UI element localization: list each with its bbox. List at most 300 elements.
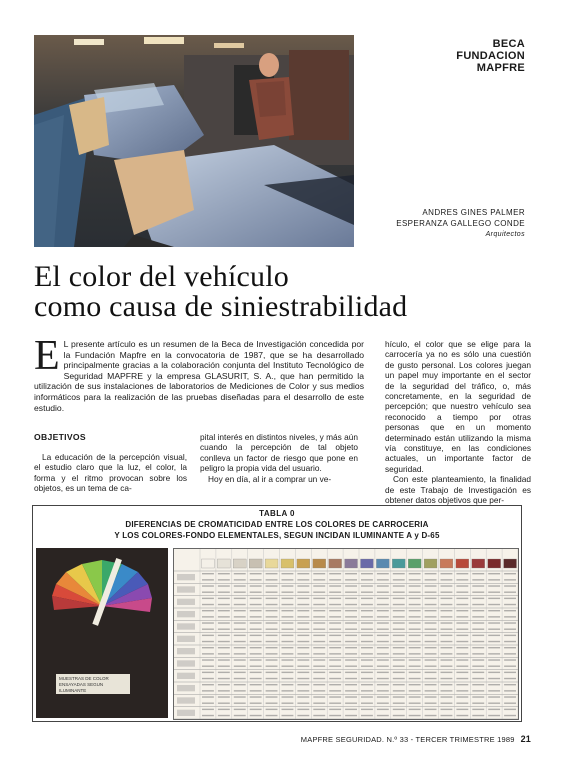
- header-color-swatch: [345, 559, 358, 568]
- table-cell-value: [297, 579, 309, 580]
- table-cell-value: [361, 647, 373, 648]
- header-color-swatch: [281, 559, 294, 568]
- table-cell-value: [202, 592, 214, 593]
- table-cell-value: [377, 696, 389, 697]
- table-cell-value: [441, 703, 453, 704]
- intro-text: L presente artículo es un resumen de la Beca de Investigación concedida por la Fundación Mapfre en la convocatoria de 1987, que se ha desarrollado principalmente gracias a la colaboración conjunta del Instituto Tecnológico de Seguridad MAPFRE y la empresa GLASURIT, S. A., que han permitido la utilización de sus instalaciones de laboratorios de Mediciones de Color y sus medios informáticos para la realización de las pruebas diseñadas para el desarrollo de este estudio.: [34, 339, 364, 413]
- header-color-swatch: [376, 559, 389, 568]
- table-cell-value: [441, 647, 453, 648]
- table-cell-value: [441, 616, 453, 617]
- table-cell-value: [202, 622, 214, 623]
- table-cell-value: [456, 666, 468, 667]
- table-cell-value: [488, 653, 500, 654]
- table-cell-value: [345, 709, 357, 710]
- table-cell-value: [250, 635, 262, 636]
- table-cell-value: [345, 585, 357, 586]
- table-cell-value: [409, 690, 421, 691]
- table-cell-value: [472, 678, 484, 679]
- table-cell-value: [409, 666, 421, 667]
- table-cell-value: [504, 635, 516, 636]
- table-cell-value: [202, 573, 214, 574]
- swatch-label-line-1: MUESTRAS DE COLOR: [59, 676, 109, 681]
- col2-paragraph-2: Hoy en día, al ir a comprar un ve-: [208, 473, 332, 484]
- table-cell-value: [409, 709, 421, 710]
- table-cell-value: [425, 659, 437, 660]
- table-cell-value: [282, 672, 294, 673]
- table-cell-value: [202, 703, 214, 704]
- table-cell-value: [472, 598, 484, 599]
- table-cell-value: [504, 666, 516, 667]
- table-cell-value: [488, 684, 500, 685]
- table-row-label: [177, 574, 195, 580]
- table-cell-value: [393, 610, 405, 611]
- table-cell-value: [393, 585, 405, 586]
- table-cell-value: [234, 610, 246, 611]
- table-cell-value: [329, 585, 341, 586]
- table-cell-value: [393, 629, 405, 630]
- table-cell-value: [393, 573, 405, 574]
- table-cell-value: [202, 585, 214, 586]
- table-cell-value: [250, 690, 262, 691]
- table-cell-value: [234, 696, 246, 697]
- table-cell-value: [297, 598, 309, 599]
- table-cell-value: [297, 629, 309, 630]
- table-cell-value: [472, 666, 484, 667]
- table-cell-value: [282, 696, 294, 697]
- table-cell-value: [202, 690, 214, 691]
- table-cell-value: [282, 684, 294, 685]
- table-cell-value: [297, 653, 309, 654]
- table-cell-value: [409, 610, 421, 611]
- table-cell-value: [234, 629, 246, 630]
- table-cell-value: [441, 678, 453, 679]
- table-cell-value: [456, 629, 468, 630]
- table-cell-value: [488, 709, 500, 710]
- table-cell-value: [218, 585, 230, 586]
- table-cell-value: [393, 690, 405, 691]
- table-cell-value: [234, 703, 246, 704]
- table-cell-value: [361, 610, 373, 611]
- table-cell-value: [393, 684, 405, 685]
- table-cell-value: [409, 647, 421, 648]
- table-cell-value: [393, 709, 405, 710]
- table-cell-value: [504, 647, 516, 648]
- table-cell-value: [504, 592, 516, 593]
- table-cell-value: [393, 653, 405, 654]
- table-cell-value: [218, 715, 230, 716]
- table-cell-value: [329, 592, 341, 593]
- table-cell-value: [282, 622, 294, 623]
- table-cell-value: [409, 653, 421, 654]
- table-cell-value: [393, 647, 405, 648]
- table-cell-value: [234, 585, 246, 586]
- table-cell-value: [234, 659, 246, 660]
- table-cell-value: [488, 659, 500, 660]
- authors-block: [396, 207, 525, 240]
- table-cell-value: [472, 703, 484, 704]
- table-cell-value: [425, 647, 437, 648]
- table-row-label: [177, 636, 195, 642]
- table-cell-value: [329, 684, 341, 685]
- table-cell-value: [345, 659, 357, 660]
- table-cell-value: [361, 703, 373, 704]
- col2-paragraph-1: pital interés en distintos niveles, y más aún cuando la percepción de tal objeto conlleva un factor de riesgo que pone en peligro la propia vida del usuario.: [200, 432, 358, 474]
- table-cell-value: [361, 604, 373, 605]
- table-cell-value: [250, 647, 262, 648]
- table-cell-value: [456, 715, 468, 716]
- table-cell-value: [218, 598, 230, 599]
- table-cell-value: [297, 604, 309, 605]
- car-painting-photo: [34, 35, 354, 247]
- table-cell-value: [234, 598, 246, 599]
- table-cell-value: [441, 635, 453, 636]
- table-cell-value: [377, 684, 389, 685]
- table-cell-value: [472, 579, 484, 580]
- author-name-2: ESPERANZA GALLEGO CONDE: [396, 219, 525, 228]
- table-cell-value: [345, 647, 357, 648]
- table-cell-value: [488, 641, 500, 642]
- table-cell-value: [218, 696, 230, 697]
- table-cell-value: [313, 690, 325, 691]
- table-cell-value: [297, 641, 309, 642]
- table-cell-value: [202, 709, 214, 710]
- table-cell-value: [393, 678, 405, 679]
- table-cell-value: [345, 579, 357, 580]
- author-name-1: ANDRES GINES PALMER: [422, 208, 525, 217]
- table-cell-value: [504, 604, 516, 605]
- table-cell-value: [425, 666, 437, 667]
- drop-cap: E: [34, 333, 60, 379]
- table-cell-value: [250, 616, 262, 617]
- table-cell-value: [218, 622, 230, 623]
- table-cell-value: [361, 622, 373, 623]
- table-cell-value: [441, 684, 453, 685]
- table-cell-value: [218, 647, 230, 648]
- col3-paragraph-2: Con este planteamiento, la finalidad de este Trabajo de Investigación es obtener datos objetivos que per-: [385, 474, 531, 506]
- table-cell-value: [361, 573, 373, 574]
- objetivos-heading: OBJETIVOS: [34, 432, 86, 442]
- table-cell-value: [250, 684, 262, 685]
- beca-line-1: BECA: [492, 38, 525, 50]
- table-cell-value: [361, 579, 373, 580]
- table-cell-value: [345, 629, 357, 630]
- table-cell-value: [409, 598, 421, 599]
- table-cell-value: [282, 641, 294, 642]
- table-cell-value: [297, 622, 309, 623]
- table-cell-value: [472, 610, 484, 611]
- table-cell-value: [409, 573, 421, 574]
- table-cell-value: [218, 641, 230, 642]
- table-cell-value: [234, 641, 246, 642]
- table-cell-value: [488, 579, 500, 580]
- table-row-label: [177, 599, 195, 605]
- table-cell-value: [504, 678, 516, 679]
- table-cell-value: [377, 598, 389, 599]
- table-cell-value: [329, 696, 341, 697]
- table-cell-value: [345, 653, 357, 654]
- table-cell-value: [202, 629, 214, 630]
- table-cell-value: [456, 678, 468, 679]
- table-cell-value: [393, 696, 405, 697]
- header-color-swatch: [440, 559, 453, 568]
- table-cell-value: [488, 635, 500, 636]
- table-cell-value: [202, 684, 214, 685]
- page-footer: [301, 734, 531, 744]
- column-1: [34, 452, 187, 494]
- table-cell-value: [202, 579, 214, 580]
- table-cell-value: [393, 659, 405, 660]
- table-cell-value: [218, 684, 230, 685]
- table-cell-value: [313, 659, 325, 660]
- table-grid-svg: [174, 549, 518, 719]
- beca-line-2: FUNDACION: [456, 50, 525, 62]
- intro-paragraph: [34, 333, 364, 413]
- table-cell-value: [313, 592, 325, 593]
- table-cell-value: [313, 703, 325, 704]
- table-cell-value: [488, 666, 500, 667]
- table-cell-value: [313, 579, 325, 580]
- table-cell-value: [329, 616, 341, 617]
- table-cell-value: [393, 641, 405, 642]
- table-cell-value: [250, 622, 262, 623]
- table-cell-value: [218, 579, 230, 580]
- header-color-swatch: [472, 559, 485, 568]
- table-cell-value: [409, 622, 421, 623]
- table-cell-value: [202, 666, 214, 667]
- table-cell-value: [488, 592, 500, 593]
- column-3: [385, 339, 531, 506]
- table-cell-value: [345, 684, 357, 685]
- header-color-swatch: [504, 559, 517, 568]
- table-cell-value: [313, 715, 325, 716]
- table-cell-value: [425, 678, 437, 679]
- table-cell-value: [393, 622, 405, 623]
- table-cell-value: [504, 622, 516, 623]
- table-cell-value: [488, 703, 500, 704]
- table-cell-value: [313, 604, 325, 605]
- table-cell-value: [266, 672, 278, 673]
- table-cell-value: [234, 573, 246, 574]
- table-cell-value: [297, 684, 309, 685]
- table-cell-value: [425, 585, 437, 586]
- table-cell-value: [345, 672, 357, 673]
- table-cell-value: [441, 579, 453, 580]
- table-cell-value: [202, 659, 214, 660]
- table-cell-value: [218, 616, 230, 617]
- table-cell-value: [266, 659, 278, 660]
- table-cell-value: [472, 690, 484, 691]
- table-cell-value: [361, 598, 373, 599]
- table-cell-value: [282, 703, 294, 704]
- table-cell-value: [313, 635, 325, 636]
- table-cell-value: [329, 678, 341, 679]
- table-row-label: [177, 660, 195, 666]
- table-cell-value: [441, 622, 453, 623]
- table-cell-value: [377, 672, 389, 673]
- table-cell-value: [266, 592, 278, 593]
- table-cell-value: [282, 715, 294, 716]
- table-cell-value: [250, 604, 262, 605]
- table-cell-value: [441, 598, 453, 599]
- table-cell-value: [393, 666, 405, 667]
- table-cell-value: [234, 715, 246, 716]
- table-cell-value: [441, 672, 453, 673]
- table-cell-value: [266, 715, 278, 716]
- table-cell-value: [456, 610, 468, 611]
- table-cell-value: [361, 696, 373, 697]
- table-cell-value: [409, 592, 421, 593]
- table-cell-value: [472, 616, 484, 617]
- header-color-swatch: [249, 559, 262, 568]
- table-cell-value: [234, 653, 246, 654]
- table-cell-value: [504, 703, 516, 704]
- table-cell-value: [266, 604, 278, 605]
- table-cell-value: [345, 610, 357, 611]
- table-cell-value: [297, 647, 309, 648]
- table-cell-value: [425, 622, 437, 623]
- table-cell-value: [329, 703, 341, 704]
- table-cell-value: [202, 641, 214, 642]
- table-cell-value: [313, 666, 325, 667]
- table-cell-value: [266, 666, 278, 667]
- table-cell-value: [361, 592, 373, 593]
- table-cell-value: [234, 672, 246, 673]
- table-cell-value: [441, 592, 453, 593]
- table-cell-value: [472, 653, 484, 654]
- table-cell-value: [313, 678, 325, 679]
- table-cell-value: [393, 672, 405, 673]
- column-2: [200, 432, 358, 484]
- table-cell-value: [202, 598, 214, 599]
- table-cell-value: [425, 684, 437, 685]
- header-color-swatch: [265, 559, 278, 568]
- table-cell-value: [488, 622, 500, 623]
- table-cell-value: [393, 703, 405, 704]
- table-cell-value: [313, 616, 325, 617]
- table-cell-value: [377, 585, 389, 586]
- table-cell-value: [409, 641, 421, 642]
- header-color-swatch: [408, 559, 421, 568]
- table-cell-value: [313, 622, 325, 623]
- table-cell-value: [425, 653, 437, 654]
- table-cell-value: [441, 653, 453, 654]
- table-cell-value: [234, 635, 246, 636]
- table-cell-value: [218, 678, 230, 679]
- table-cell-value: [472, 684, 484, 685]
- table-cell-value: [313, 573, 325, 574]
- col3-paragraph-1: hículo, el color que se elige para la carrocería ya no es sólo una cuestión de gusto personal. Los colores juegan un papel muy importante en el sector de la seguridad del tráfico, o, más concretamente, en la seguridad de percepción; que nuestro vehículo sea reconocido a tiempo por otras personas que en un momento determinado están utilizando la misma vía constituye, en las condiciones actuales, un importante factor de seguridad.: [385, 339, 531, 474]
- table-cell-value: [504, 598, 516, 599]
- table-cell-value: [218, 629, 230, 630]
- table-cell-value: [504, 573, 516, 574]
- table-cell-value: [361, 690, 373, 691]
- table-cell-value: [250, 703, 262, 704]
- table-cell-value: [393, 635, 405, 636]
- table-cell-value: [345, 622, 357, 623]
- table-cell-value: [297, 690, 309, 691]
- table-cell-value: [329, 573, 341, 574]
- table-cell-value: [250, 592, 262, 593]
- table-cell-value: [456, 622, 468, 623]
- table-cell-value: [266, 622, 278, 623]
- table-cell-value: [282, 604, 294, 605]
- table-cell-value: [202, 647, 214, 648]
- table-cell-value: [425, 696, 437, 697]
- table-cell-value: [234, 592, 246, 593]
- table-cell-value: [409, 629, 421, 630]
- table-cell-value: [472, 696, 484, 697]
- table-cell-value: [488, 647, 500, 648]
- table-cell-value: [377, 641, 389, 642]
- table-cell-value: [456, 579, 468, 580]
- table-cell-value: [361, 666, 373, 667]
- table-cell-value: [441, 696, 453, 697]
- table-cell-value: [218, 703, 230, 704]
- table-cell-value: [456, 659, 468, 660]
- table-cell-value: [313, 598, 325, 599]
- table-cell-value: [456, 653, 468, 654]
- table-cell-value: [456, 703, 468, 704]
- table-cell-value: [425, 616, 437, 617]
- table-cell-value: [250, 585, 262, 586]
- table-cell-value: [234, 690, 246, 691]
- page-number: 21: [520, 734, 531, 744]
- table-cell-value: [282, 592, 294, 593]
- table-row-label: [177, 648, 195, 654]
- table-cell-value: [345, 592, 357, 593]
- table-cell-value: [345, 703, 357, 704]
- table-cell-value: [345, 678, 357, 679]
- table-cell-value: [345, 604, 357, 605]
- table-cell-value: [234, 647, 246, 648]
- table-cell-value: [409, 696, 421, 697]
- table-cell-value: [297, 573, 309, 574]
- table-row-label: [177, 611, 195, 617]
- header-color-swatch: [313, 559, 326, 568]
- table-cell-value: [218, 604, 230, 605]
- table-cell-value: [218, 573, 230, 574]
- table-cell-value: [218, 592, 230, 593]
- table-cell-value: [361, 629, 373, 630]
- table-cell-value: [282, 666, 294, 667]
- table-cell-value: [377, 647, 389, 648]
- table-cell-value: [297, 585, 309, 586]
- table-cell-value: [425, 690, 437, 691]
- table-cell-value: [409, 703, 421, 704]
- table-row-label: [177, 685, 195, 691]
- table-cell-value: [456, 635, 468, 636]
- table-cell-value: [282, 635, 294, 636]
- table-cell-value: [313, 585, 325, 586]
- table-cell-value: [488, 690, 500, 691]
- table-cell-value: [266, 616, 278, 617]
- table-cell-value: [377, 635, 389, 636]
- table-cell-value: [297, 696, 309, 697]
- table-cell-value: [456, 585, 468, 586]
- header-color-swatch: [329, 559, 342, 568]
- table-cell-value: [329, 653, 341, 654]
- table-cell-value: [441, 585, 453, 586]
- table-cell-value: [377, 622, 389, 623]
- table-cell-value: [202, 616, 214, 617]
- table-cell-value: [361, 678, 373, 679]
- table-cell-value: [250, 672, 262, 673]
- table-cell-value: [504, 653, 516, 654]
- table-cell-value: [504, 629, 516, 630]
- table-cell-value: [250, 696, 262, 697]
- table-row-label: [177, 710, 195, 716]
- table-cell-value: [377, 653, 389, 654]
